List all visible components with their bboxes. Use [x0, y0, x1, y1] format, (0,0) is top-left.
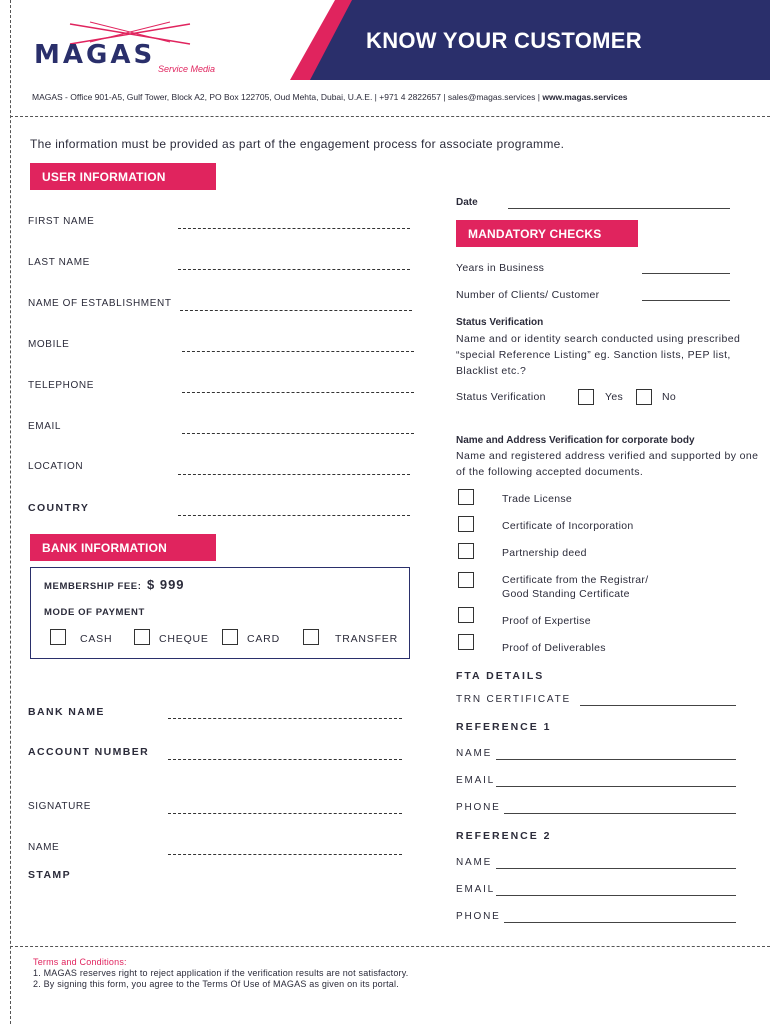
cash-checkbox[interactable] [50, 629, 66, 645]
user-info-heading: USER INFORMATION [30, 163, 216, 190]
bank-name-label: BANK NAME [28, 706, 105, 718]
membership-fee-label: MEMBERSHIP FEE: [44, 581, 142, 592]
cut-line-left [10, 0, 11, 1024]
status-yes-label: Yes [605, 391, 624, 403]
magas-logo [30, 18, 230, 78]
logo-text: MAGAS [34, 40, 156, 70]
trade-license-label: Trade License [502, 493, 573, 505]
last-name-label: LAST NAME [28, 257, 90, 268]
status-verification-heading: Status Verification [456, 317, 544, 328]
ref1-email-field[interactable] [496, 786, 736, 787]
clients-field[interactable] [642, 300, 730, 301]
ref1-email-label: EMAIL [456, 775, 496, 786]
account-number-field[interactable] [168, 759, 402, 760]
card-label: CARD [247, 633, 280, 645]
divider-bottom [10, 946, 770, 947]
years-in-business-label: Years in Business [456, 262, 545, 274]
country-label: COUNTRY [28, 502, 90, 514]
location-field[interactable] [178, 474, 410, 475]
mandatory-checks-heading: MANDATORY CHECKS [456, 220, 638, 247]
terms-title: Terms and Conditions: [33, 957, 127, 967]
country-field[interactable] [178, 515, 410, 516]
partnership-deed-checkbox[interactable] [458, 543, 474, 559]
cheque-label: CHEQUE [159, 633, 209, 645]
corporate-verification-text: Name and registered address verified and supported by one of the following accepted documents. [456, 450, 759, 478]
ref2-phone-field[interactable] [504, 922, 736, 923]
trn-certificate-label: TRN CERTIFICATE [456, 694, 571, 705]
ref2-email-label: EMAIL [456, 884, 496, 895]
partnership-deed-label: Partnership deed [502, 547, 587, 559]
intro-text: The information must be provided as part of the engagement process for associate programme. [30, 137, 565, 151]
card-checkbox[interactable] [222, 629, 238, 645]
registrar-certificate-label: Certificate from the Registrar/ [502, 574, 649, 586]
name-field[interactable] [168, 854, 402, 855]
proof-deliverables-checkbox[interactable] [458, 634, 474, 650]
name-label: NAME [28, 842, 60, 853]
establishment-field[interactable] [180, 310, 412, 311]
proof-expertise-checkbox[interactable] [458, 607, 474, 623]
ref1-phone-field[interactable] [504, 813, 736, 814]
years-in-business-field[interactable] [642, 273, 730, 274]
bank-info-heading: BANK INFORMATION [30, 534, 216, 561]
cheque-checkbox[interactable] [134, 629, 150, 645]
fta-details-heading: FTA DETAILS [456, 670, 545, 682]
signature-label: SIGNATURE [28, 801, 91, 812]
establishment-label: NAME OF ESTABLISHMENT [28, 298, 172, 309]
logo-subtitle: Service Media [158, 64, 216, 74]
date-label: Date [456, 197, 478, 208]
mobile-field[interactable] [182, 351, 414, 352]
ref2-phone-label: PHONE [456, 911, 501, 922]
proof-expertise-label: Proof of Expertise [502, 615, 591, 627]
ref1-name-field[interactable] [496, 759, 736, 760]
divider-top [10, 116, 770, 117]
proof-deliverables-label: Proof of Deliverables [502, 642, 606, 654]
last-name-field[interactable] [178, 269, 410, 270]
terms-item-2: 2. By signing this form, you agree to the Terms Of Use of MAGAS as given on its portal. [33, 979, 399, 989]
contact-address: MAGAS - Office 901-A5, Gulf Tower, Block A2, PO Box 122705, Oud Mehta, Dubai, U.A.E. | +971 4 2822657 | sales@magas.services | www.magas.services [32, 92, 628, 102]
reference-1-heading: REFERENCE 1 [456, 721, 552, 733]
page-title: KNOW YOUR CUSTOMER [366, 28, 642, 53]
registrar-certificate-checkbox[interactable] [458, 572, 474, 588]
corporate-verification-heading: Name and Address Verification for corporate body [456, 435, 695, 446]
date-field[interactable] [508, 208, 730, 209]
email-field[interactable] [182, 433, 414, 434]
terms-item-1: 1. MAGAS reserves right to reject application if the verification results are not satisfactory. [33, 968, 409, 978]
stamp-label: STAMP [28, 869, 71, 881]
website-link[interactable]: www.magas.services [542, 92, 628, 102]
cash-label: CASH [80, 633, 113, 645]
transfer-label: TRANSFER [335, 633, 398, 645]
signature-field[interactable] [168, 813, 402, 814]
ref1-phone-label: PHONE [456, 802, 501, 813]
certificate-incorporation-checkbox[interactable] [458, 516, 474, 532]
status-verification-text: Name and or identity search conducted using prescribed “special Reference Listing” eg. Sanction lists, PEP list, Blacklist etc.? [456, 333, 741, 377]
first-name-field[interactable] [178, 228, 410, 229]
ref1-name-label: NAME [456, 748, 493, 759]
status-yes-checkbox[interactable] [578, 389, 594, 405]
trn-certificate-field[interactable] [580, 705, 736, 706]
reference-2-heading: REFERENCE 2 [456, 830, 552, 842]
mobile-label: MOBILE [28, 339, 70, 350]
transfer-checkbox[interactable] [303, 629, 319, 645]
location-label: LOCATION [28, 461, 84, 472]
status-no-checkbox[interactable] [636, 389, 652, 405]
telephone-label: TELEPHONE [28, 380, 94, 391]
telephone-field[interactable] [182, 392, 414, 393]
certificate-incorporation-label: Certificate of Incorporation [502, 520, 634, 532]
good-standing-label: Good Standing Certificate [502, 588, 630, 600]
ref2-name-label: NAME [456, 857, 493, 868]
membership-fee-value: $ 999 [147, 577, 185, 592]
clients-label: Number of Clients/ Customer [456, 289, 600, 301]
ref2-email-field[interactable] [496, 895, 736, 896]
account-number-label: ACCOUNT NUMBER [28, 746, 150, 758]
terms-and-conditions [33, 957, 408, 990]
trade-license-checkbox[interactable] [458, 489, 474, 505]
status-verification-label: Status Verification [456, 391, 546, 403]
ref2-name-field[interactable] [496, 868, 736, 869]
first-name-label: FIRST NAME [28, 216, 95, 227]
mode-of-payment-label: MODE OF PAYMENT [44, 607, 145, 618]
email-label: EMAIL [28, 421, 62, 432]
status-no-label: No [662, 391, 677, 403]
bank-name-field[interactable] [168, 718, 402, 719]
